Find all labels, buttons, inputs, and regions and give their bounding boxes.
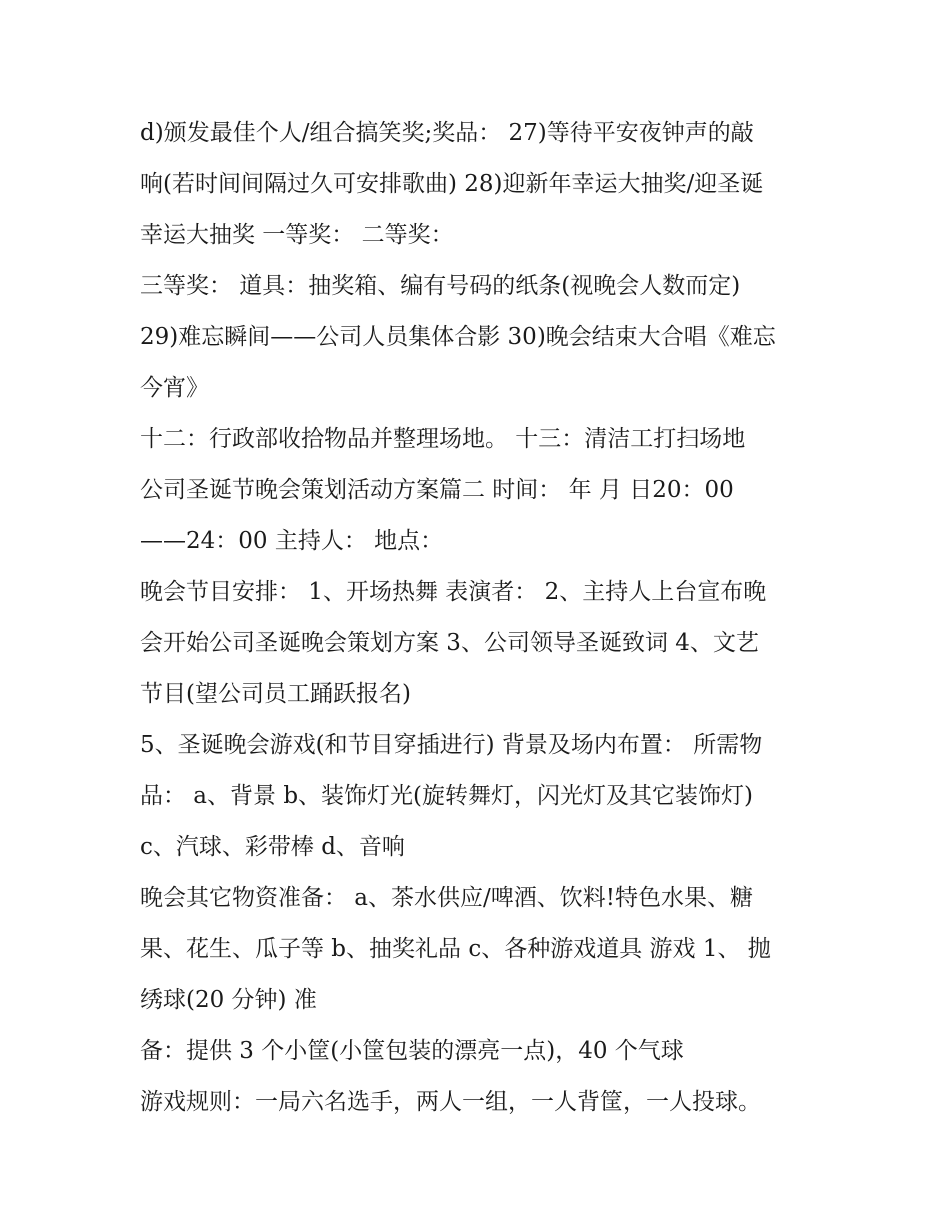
text-line: 公司圣诞节晚会策划活动方案篇二 时间： 年 月 日20：00 — [140, 477, 734, 503]
text-line: 5、圣诞晚会游戏(和节目穿插进行) 背景及场内布置： 所需物 — [140, 732, 763, 758]
text-line: d)颁发最佳个人/组合搞笑奖;奖品： 27)等待平安夜钟声的敲 — [140, 120, 754, 146]
text-line: ——24：00 主持人： 地点： — [140, 528, 444, 554]
text-line: 幸运大抽奖 一等奖： 二等奖： — [140, 222, 454, 248]
text-line: 会开始公司圣诞晚会策划方案 3、公司领导圣诞致词 4、文艺 — [140, 630, 759, 656]
text-line: 今宵》 — [140, 375, 209, 401]
text-line: 响(若时间间隔过久可安排歌曲) 28)迎新年幸运大抽奖/迎圣诞 — [140, 171, 764, 197]
text-line: 节目(望公司员工踊跃报名) — [140, 681, 411, 707]
text-line: 品： a、背景 b、装饰灯光(旋转舞灯，闪光灯及其它装饰灯) — [140, 783, 754, 809]
text-line: 晚会其它物资准备： a、茶水供应/啤酒、饮料!特色水果、糖 — [140, 885, 754, 911]
text-line: 果、花生、瓜子等 b、抽奖礼品 c、各种游戏道具 游戏 1、 抛 — [140, 936, 771, 962]
text-line: 29)难忘瞬间——公司人员集体合影 30)晚会结束大合唱《难忘 — [140, 324, 776, 350]
text-line: c、汽球、彩带棒 d、音响 — [140, 834, 405, 860]
text-line: 备：提供 3 个小筐(小筐包装的漂亮一点)，40 个气球 — [140, 1038, 684, 1064]
text-line: 十二：行政部收拾物品并整理场地。 十三：清洁工打扫场地 — [140, 426, 746, 452]
text-line: 绣球(20 分钟) 准 — [140, 987, 317, 1013]
body-text — [140, 108, 830, 1128]
text-line: 三等奖： 道具：抽奖箱、编有号码的纸条(视晚会人数而定) — [140, 273, 741, 299]
text-line: 晚会节目安排： 1、开场热舞 表演者： 2、主持人上台宣布晚 — [140, 579, 767, 605]
text-line: 游戏规则：一局六名选手，两人一组，一人背筐，一人投球。 — [140, 1089, 761, 1115]
